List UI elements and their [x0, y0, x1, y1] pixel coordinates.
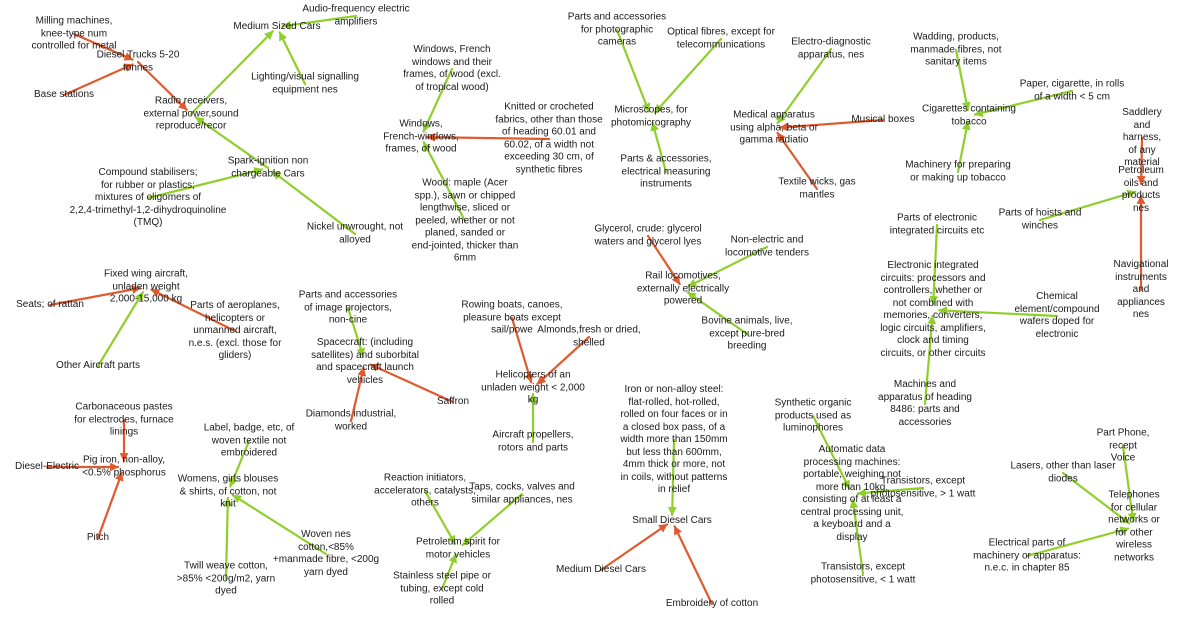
node-label: Stainless steel pipe or tubing, except cold rolled [393, 570, 491, 607]
edge-n46-n44 [351, 368, 364, 421]
node-label: Base stations [33, 88, 95, 100]
node-label: Saffron [436, 395, 470, 407]
node-label: Diesel-Electric [15, 460, 79, 472]
edge-n10-n8 [273, 172, 355, 234]
edge-n66-n65 [442, 555, 456, 589]
node-label: Medical apparatus using alpha, beta or gamma radiatio [730, 109, 818, 146]
node-label: Rowing boats, canoes, pleasure boats except sail/powe [461, 299, 563, 336]
node-label: Aircraft propellers, rotors and parts [492, 429, 574, 453]
node-label: Lasers, other than laser diodes [1010, 460, 1116, 484]
node-label: Taps, cocks, valves and similar appliances, nes [469, 481, 575, 505]
node-label: Diamonds industrial, worked [305, 408, 397, 432]
edge-n41-n39 [151, 290, 235, 331]
node-label: Machinery for preparing or making up tobacco [905, 159, 1011, 183]
node-label: Petroleum spirit for motor vehicles [416, 536, 500, 560]
node-label: Lighting/visual signalling equipment nes [251, 71, 359, 95]
edge-n8-n7 [196, 117, 268, 168]
node-label: Spacecraft: (including satellites) and suborbital and spacecraft launch vehicles [311, 337, 419, 386]
edge-n67-n68 [813, 416, 849, 489]
node-label: Parts and accessories of image projectors, non-cine [298, 289, 398, 326]
edge-n59-n60 [230, 441, 249, 486]
node-label: Iron or non-alloy steel: flat-rolled, hot-rolled, rolled on four faces or in a closed box pass, of a width more than 150mm but less than 600mm, 4mm thick or more, not in coils, without patterns in relief [620, 383, 728, 495]
node-label: Windows, French-windows, frames, of wood [383, 118, 459, 155]
node-label: Pig iron, non-alloy, <0.5% phosphorus [82, 454, 166, 478]
node-label: Pitch [86, 531, 110, 543]
edge-n22-n20 [777, 133, 817, 189]
edge-n74-n73 [1027, 529, 1128, 556]
edge-n70-n68 [853, 500, 863, 574]
node-label: Automatic data processing machines: portable, weighing not more than 10kg, consisting of at least a central processing unit, a keyboard and a display [800, 444, 904, 543]
node-label: Embroidery of cotton [665, 597, 759, 609]
edge-n19-n20 [778, 49, 831, 123]
edge-n14-n12 [424, 142, 465, 221]
edge-n1-n4 [74, 34, 133, 60]
edge-n27-n28 [1141, 138, 1142, 184]
node-label: Windows, French windows and their frames, of wood (excl. of tropical wood) [403, 44, 501, 93]
node-label: Wood: maple (Acer spp.), sawn or chipped lengthwise, sliced or peeled, whether or not planed, sanded or end-jointed, thicker than 6mm [411, 177, 519, 264]
node-label: Telephones for cellular networks or for other wireless networks [1108, 489, 1160, 563]
node-label: Other Aircraft parts [56, 359, 140, 371]
edge-n21-n20 [780, 120, 883, 128]
node-label: Medium Sized Cars [233, 20, 321, 32]
node-label: Cigarettes containing tobacco [922, 103, 1016, 127]
node-label: Fixed wing aircraft, unladen weight 2,000-15,000 kg [104, 268, 188, 305]
edge-n37-n36 [939, 310, 1057, 316]
node-label: Reaction initiators, accelerators, catalysts, others [374, 472, 476, 509]
edge-n47-n49 [512, 318, 531, 382]
node-label: Parts of aeroplanes, helicopters or unmanned aircraft, n.e.s. (excl. those for gliders) [188, 299, 282, 361]
node-label: Knitted or crocheted fabrics, other than those of heading 60.01 and 60.02, of a width not exceeding 30 cm, of synthetic fibres [495, 101, 603, 175]
edge-n48-n49 [537, 337, 589, 384]
node-label: Part Phone, recept Voice [1096, 427, 1150, 464]
edge-n40-n39 [50, 288, 140, 305]
edge-n23-n25 [956, 50, 968, 110]
node-label: Textile wicks, gas mantles [778, 176, 856, 200]
node-label: Optical fibres, except for telecommunications [667, 26, 775, 50]
edge-n43-n44 [348, 308, 363, 356]
edge-n13-n12 [427, 137, 549, 139]
edge-n51-n52 [672, 440, 674, 515]
edge-n5-n4 [64, 64, 133, 95]
node-label: Rail locomotives, externally electrically powered [636, 270, 730, 307]
node-label: Parts & accessories, electrical measuring instruments [620, 153, 712, 190]
edge-n42-n39 [98, 292, 143, 366]
edge-n62-n60 [233, 495, 326, 554]
node-label: Spark-ignition non chargeable Cars [227, 155, 309, 179]
edge-n35-n36 [933, 225, 937, 304]
node-label: Non-electric and locomotive tenders [725, 234, 809, 258]
node-label: Radio receivers, external power,sound reproduce/recor [143, 95, 239, 132]
edge-n7-n2 [191, 31, 273, 114]
node-label: Electro-diagnostic apparatus, nes [791, 36, 871, 60]
node-label: Bovine animals, live, except pure-bred breeding [701, 315, 793, 352]
edge-n53-n52 [601, 524, 667, 570]
edge-n29-n28 [1040, 192, 1135, 220]
edge-n61-n60 [226, 498, 228, 579]
node-label: Nickel unwrought, not alloyed [306, 221, 404, 245]
node-label: Transistors, except photosensitive, < 1 watt [810, 561, 916, 585]
edge-n15-n17 [617, 30, 649, 111]
node-label: Machines and apparatus of heading 8486: parts and accessories [878, 379, 972, 428]
node-label: Twill weave cotton, >85% <200g/m2, yarn dyed [176, 560, 276, 597]
edge-n58-n57 [98, 473, 122, 538]
edge-n16-n17 [655, 39, 721, 113]
edge-n63-n65 [425, 491, 455, 544]
node-label: Wadding, products, manmade fibres, not sanitary items [910, 31, 1002, 68]
node-label: Seats; of rattan [16, 298, 84, 310]
edge-n11-n12 [423, 69, 452, 132]
node-label: Microscopes, for photomicrography [610, 104, 692, 128]
node-label: Glycerol, crude: glycerol waters and glycerol lyes [594, 223, 702, 247]
node-label: Paper, cigarette, in rolls of a width < 5 cm [1019, 78, 1125, 102]
node-label: Milling machines, knee-type num controlled for metal [31, 15, 117, 52]
edge-n38-n36 [925, 316, 932, 404]
node-label: Compound stabilisers; for rubber or plastics; mixtures of oligomers of 2,2,4-trimethyl-1,2-dihydroquinoline (TMQ) [69, 166, 227, 228]
node-label: Woven nes cotton,<85% +manmade fibre, <200g yarn dyed [272, 529, 380, 578]
edge-n26-n25 [958, 122, 968, 172]
node-label: Label, badge, etc, of woven textile not embroidered [203, 422, 295, 459]
node-label: Audio-frequency electric amplifiers [302, 3, 410, 27]
node-label: Diesel Trucks 5-20 tonnes [96, 49, 180, 73]
node-label: Almonds,fresh or dried, shelled [537, 324, 641, 348]
edge-n71-n73 [1123, 446, 1133, 521]
node-label: Musical boxes [851, 113, 915, 125]
edge-n32-n33 [688, 247, 767, 286]
edge-n64-n65 [463, 494, 522, 545]
edge-n34-n33 [688, 292, 747, 334]
node-label: Electrical parts of machinery or apparatus: n.e.c. in chapter 85 [973, 537, 1081, 574]
node-label: Parts and accessories for photographic cameras [567, 11, 667, 48]
node-label: Electronic integrated circuits: processors and controllers, whether or not combined with memories, converters, logic circuits, amplifiers, clock and timing circuits, or other circuits [880, 260, 986, 359]
edge-n9-n8 [148, 169, 262, 198]
node-label: Saddlery and harness, of any material [1122, 106, 1162, 168]
edge-n3-n2 [283, 16, 356, 26]
node-label: Womens, girls blouses & shirts, of cotton, not knit [177, 473, 279, 510]
node-label: Parts of hoists and winches [998, 207, 1082, 231]
node-label: Synthetic organic products used as luminophores [774, 397, 852, 434]
edge-n18-n17 [653, 123, 666, 172]
node-label: Navigational instruments and appliances nes [1113, 258, 1169, 320]
node-label: Medium Diesel Cars [555, 563, 647, 575]
node-label: Chemical element/compound wafers doped for electronic [1014, 291, 1100, 340]
node-label: Parts of electronic integrated circuits etc [889, 212, 985, 236]
edge-n6-n2 [280, 32, 305, 84]
edge-n69-n68 [858, 488, 923, 493]
edge-n4-n7 [138, 62, 187, 110]
node-label: Transistors, except photosensitive, > 1 watt [870, 475, 976, 499]
edge-n72-n73 [1063, 473, 1129, 523]
edge-n54-n52 [675, 526, 712, 604]
node-label: Carbonaceous pastes for electrodes, furnace linings [74, 401, 174, 438]
edge-n24-n25 [975, 91, 1072, 115]
edge-n45-n44 [370, 364, 453, 402]
node-label: Small Diesel Cars [632, 514, 712, 526]
node-label: Helicopters of an unladen weight < 2,000 kg [481, 369, 585, 406]
node-label: Petroleum oils and products nes [1118, 165, 1164, 214]
edge-n31-n33 [648, 236, 680, 284]
